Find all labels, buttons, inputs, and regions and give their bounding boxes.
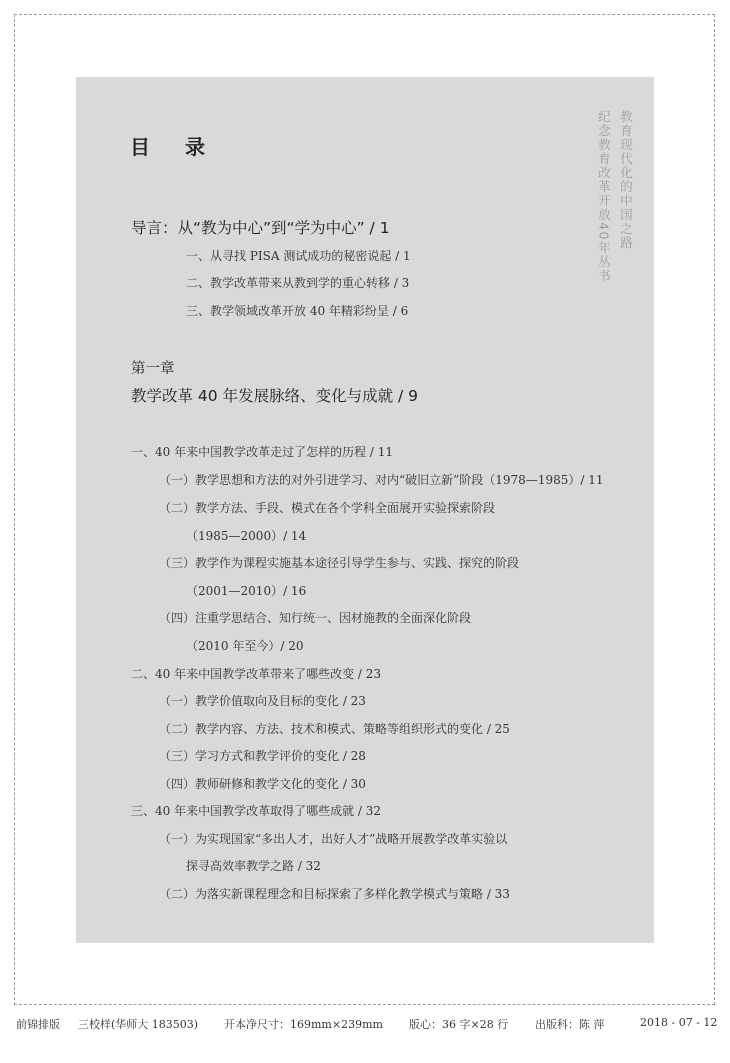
toc-entry-continued[interactable]: （1985—2000）/ 14 xyxy=(186,529,307,543)
toc-entry[interactable]: （三）学习方式和教学评价的变化 / 28 xyxy=(159,749,366,763)
print-info-footer xyxy=(0,1016,730,1038)
toc-entry[interactable]: （二）教学方法、手段、模式在各个学科全面展开实验探索阶段 xyxy=(159,501,496,515)
page-title: 目 录 xyxy=(130,135,219,159)
footer-typesetter: 前锦排版 xyxy=(16,1018,60,1031)
footer-editor: 出版科：陈 萍 xyxy=(535,1018,605,1031)
toc-entry[interactable]: 一、从寻找 PISA 测试成功的秘密说起 / 1 xyxy=(186,249,411,263)
footer-date: 2018 - 07 - 12 xyxy=(640,1016,718,1029)
toc-entry[interactable]: 三、40 年来中国教学改革取得了哪些成就 / 32 xyxy=(131,804,382,818)
series-title: 教育现代化的中国之路 xyxy=(618,110,634,250)
footer-layout: 版心：36 字×28 行 xyxy=(409,1018,509,1031)
toc-entry[interactable]: （二）为落实新课程理念和目标探索了多样化教学模式与策略 / 33 xyxy=(159,887,510,901)
toc-entry[interactable]: （四）教师研修和教学文化的变化 / 30 xyxy=(159,777,366,791)
toc-entry-continued[interactable]: （2010 年至今）/ 20 xyxy=(186,639,304,653)
toc-entry[interactable]: 三、教学领域改革开放 40 年精彩纷呈 / 6 xyxy=(186,304,409,318)
toc-entry-continued[interactable]: 探寻高效率教学之路 / 32 xyxy=(186,859,321,873)
toc-entry[interactable]: 二、教学改革带来从教到学的重心转移 / 3 xyxy=(186,276,410,290)
toc-entry[interactable]: （二）教学内容、方法、技术和模式、策略等组织形式的变化 / 25 xyxy=(159,722,510,736)
chapter-label: 第一章 xyxy=(131,361,175,377)
toc-entry[interactable]: 一、40 年来中国教学改革走过了怎样的历程 / 11 xyxy=(131,445,394,459)
toc-entry[interactable]: （四）注重学思结合、知行统一、因材施教的全面深化阶段 xyxy=(159,611,472,625)
intro-heading[interactable]: 导言：从“教为中心”到“学为中心” / 1 xyxy=(131,219,390,237)
chapter-title[interactable]: 教学改革 40 年发展脉络、变化与成就 / 9 xyxy=(131,387,419,405)
toc-entry-continued[interactable]: （2001—2010）/ 16 xyxy=(186,584,307,598)
toc-entry[interactable]: 二、40 年来中国教学改革带来了哪些改变 / 23 xyxy=(131,667,382,681)
toc-entry[interactable]: （一）教学价值取向及目标的变化 / 23 xyxy=(159,694,366,708)
footer-trim-size: 开本净尺寸：169mm×239mm xyxy=(224,1018,383,1031)
toc-entry[interactable]: （一）为实现国家“多出人才，出好人才”战略开展教学改革实验以 xyxy=(159,832,508,846)
series-subtitle: 纪念教育改革开放40年丛书 xyxy=(596,110,612,283)
footer-proof: 三校样(华师大 183503) xyxy=(78,1018,199,1031)
toc-entry[interactable]: （一）教学思想和方法的对外引进学习、对内“破旧立新”阶段（1978—1985）/ 11 xyxy=(159,473,604,487)
toc-entry[interactable]: （三）教学作为课程实施基本途径引导学生参与、实践、探究的阶段 xyxy=(159,556,520,570)
